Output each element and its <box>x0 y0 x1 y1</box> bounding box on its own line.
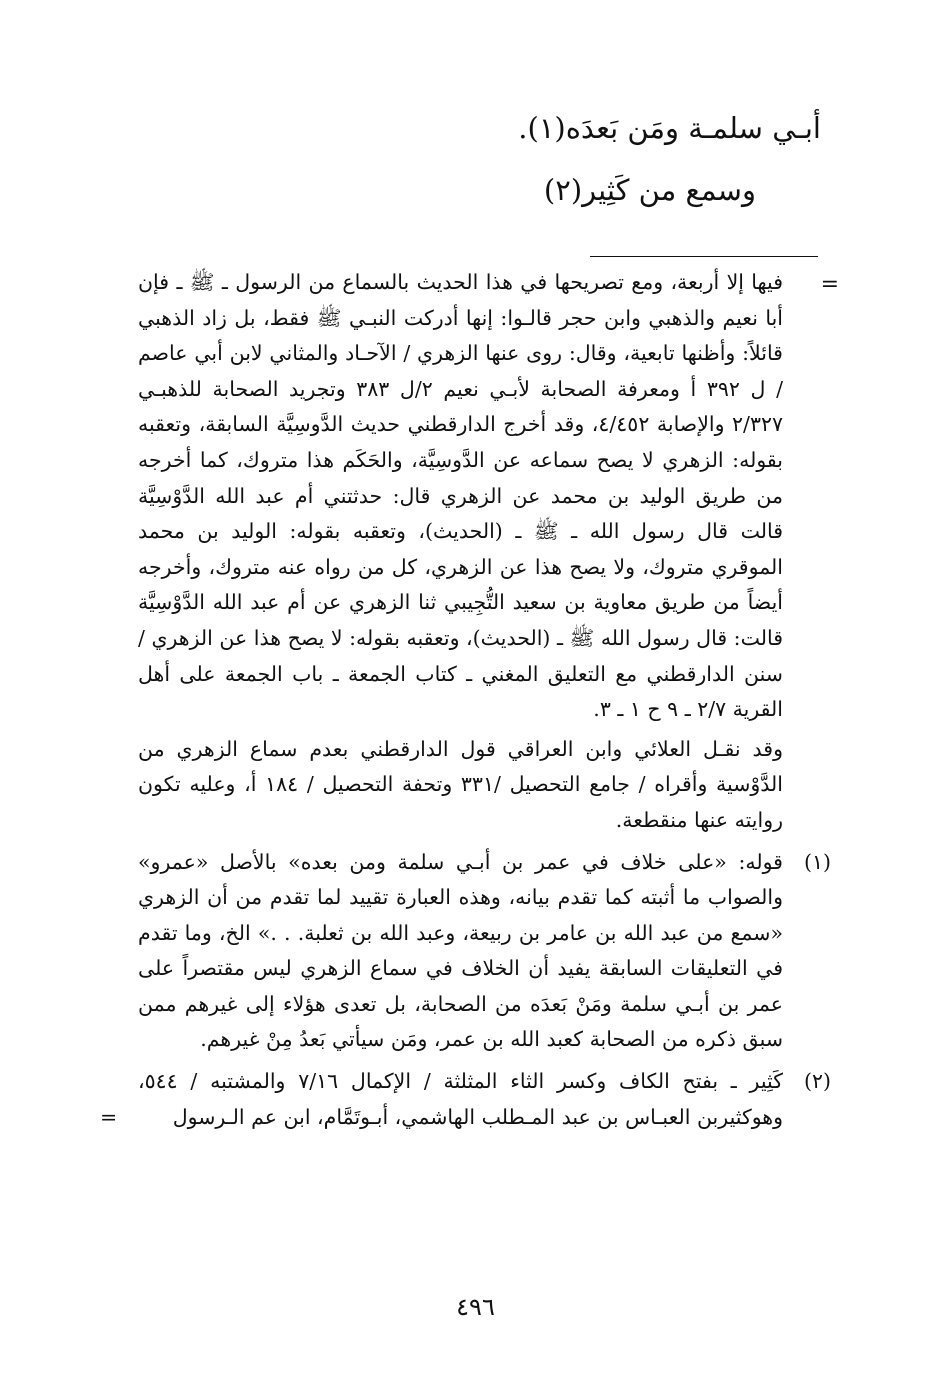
footnotes-section <box>100 265 831 1135</box>
footnote-1-number: (١) <box>803 849 831 874</box>
footnote-2 <box>100 1064 831 1135</box>
footnote-1 <box>138 845 831 1059</box>
footnote-separator <box>590 256 818 257</box>
footnote-2-number: (٢) <box>803 1069 831 1094</box>
page-number: ٤٩٦ <box>456 1293 495 1321</box>
main-text-line-1: أبـي سلمـة ومَن بَعدَه(١). <box>518 111 821 145</box>
footnote-2-continuation-mark: = <box>100 1104 118 1129</box>
main-text-line-2: وسمع من كَثِير(٢) <box>543 173 756 207</box>
footnote-2-text: كَثِير ـ بفتح الكاف وكسر الثاء المثلثة / الإكمال ٧/١٦ والمشتبه / ٥٤٤، وهوكثيربن العبـاس بن عبد المـطلب الهاشمي، أبـوتَمَّام، ابن عم الـرسول <box>138 1069 783 1129</box>
continuation-mark: = <box>820 272 839 297</box>
continued-note-paragraph-1: فيها إلا أربعة، ومع تصريحها في هذا الحديث بالسماع من الرسول ـ ﷺ ـ فإن أبا نعيم والذهبي وابن حجر قالـوا: إنها أدركت النبـي ﷺ فقط، بل زاد الذهبي قائلاً: وأظنها تابعية، وقال: روى عنها الزهري / الآحـاد والمثاني لابن أبي عاصم / ل ٣٩٢ أ ومعرفة الصحابة لأبـي نعيم ٢/ل ٣٨٣ وتجريد الصحابة للذهبـي ٢/٣٢٧ والإصابة ٤/٤٥٢، وقد أخرج الدارقطني حديث الدَّوسِيَّة السابقة، وتعقبه بقوله: الزهري لا يصح سماعه عن الدَّوسِيَّة، والحَكَم هذا متروك، كما أخرجه من طريق الوليد بن محمد عن الزهري قال: حدثتني أم عبد الله الدَّوْسِيَّة قالت قال رسول الله ـ ﷺ ـ (الحديث)، وتعقبه بقوله: الوليد بن محمد الموقري متروك، ولا يصح هذا عن الزهري، كل من رواه عنه متروك، وأخرجه أيضاً من طريق معاوية بن سعيد التُّجِيبي ثنا الزهري عن أم عبد الله الدَّوْسِيَّة قالت: قال رسول الله ﷺ ـ (الحديث)، وتعقبه بقوله: لا يصح هذا عن الزهري / سنن الدارقطني مع التعليق المغني ـ كتاب الجمعة ـ باب الجمعة على أهل القرية ٢/٧ ـ ٩ ح ١ ـ ٣. <box>138 270 783 722</box>
footnote-1-text: قوله: «على خلاف في عمر بن أبـي سلمة ومن بعده» بالأصل «عمرو» والصواب ما أثبته كما تقدم بيانه، وهذه العبارة تقييد لما تقدم من أن الزهري «سمع من عبد الله بن عامر بن ربيعة، وعبد الله بن ثعلبة. . .» الخ، وما تقدم في التعليقات السابقة يفيد أن الخلاف في سماع الزهري ليس مقتصراً على عمر بن أبـي سلمة ومَنْ بَعدَه من الصحابة، بل تعدى هؤلاء إلى غيرهم ممن سبق ذكره من الصحابة كعبد الله بن عمر، ومَن سيأتي بَعدُ مِنْ غيرهم. <box>138 849 783 1052</box>
continued-note-paragraph-2: وقد نقـل العلائي وابن العراقي قول الدارقطني بعدم سماع الزهري من الدَّوْسية وأقراه / جامع التحصيل /٣٣١ وتحفة التحصيل / ١٨٤ أ، وعليه تكون روايته عنها منقطعة. <box>138 736 783 832</box>
